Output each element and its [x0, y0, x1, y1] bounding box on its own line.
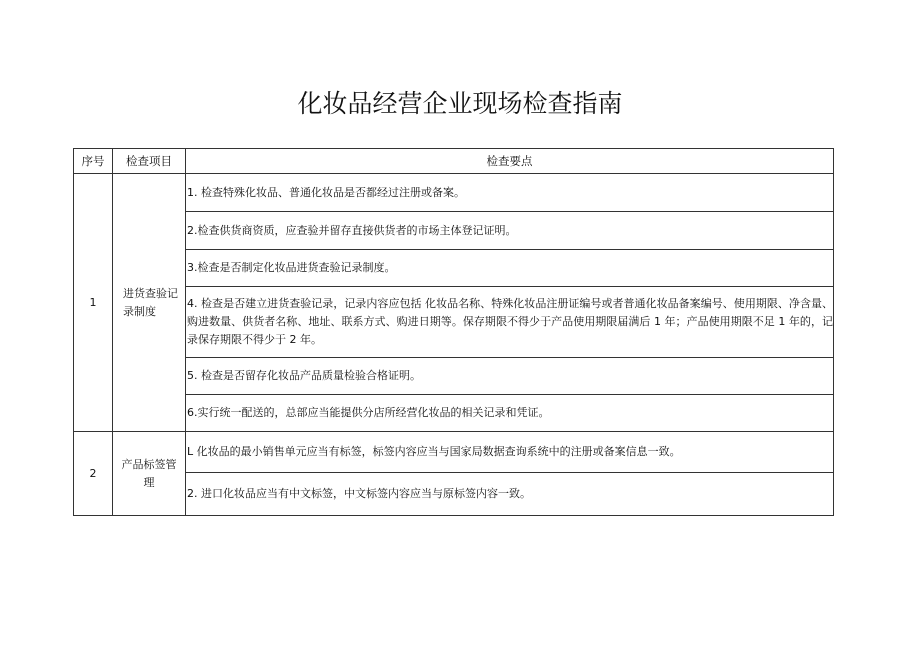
inspection-table [73, 148, 834, 516]
document-title: 化妆品经营企业现场检查指南 [297, 89, 623, 118]
group-1-number: 1 [74, 174, 113, 432]
check-point-1-2: 2.检查供货商资质，应查验并留存直接供货者的市场主体登记证明。 [186, 212, 834, 250]
check-point-2-2: 2. 进口化妆品应当有中文标签，中文标签内容应当与原标签内容一致。 [186, 473, 834, 516]
header-no: 序号 [74, 149, 113, 174]
check-point-1-4: 4. 检查是否建立进货查验记录，记录内容应包括 化妆品名称、特殊化妆品注册证编号或者普通化妆品备案编号、使用期限、净含量、购进数量、供货者名称、地址、联系方式、购进日期等。保存期限不得少于产品使用期限届满后 1 年；产品使用期限不足 1 年的，记录保存期限不得少于 2 年。 [186, 287, 834, 358]
header-points: 检查要点 [186, 149, 834, 174]
check-point-1-3: 3.检查是否制定化妆品进货查验记录制度。 [186, 250, 834, 287]
table-row [74, 287, 834, 358]
table-row [74, 432, 834, 473]
table-row [74, 473, 834, 516]
header-item: 检查项目 [113, 149, 186, 174]
table-header-row [74, 149, 834, 174]
group-2-number: 2 [74, 432, 113, 516]
group-1-item: 进货查验记录制度 [113, 174, 186, 432]
table-row [74, 395, 834, 432]
check-point-2-1: L 化妆品的最小销售单元应当有标签，标签内容应当与国家局数据查询系统中的注册或备案信息一致。 [186, 432, 834, 473]
check-point-1-5: 5. 检查是否留存化妆品产品质量检验合格证明。 [186, 358, 834, 395]
check-point-1-6: 6.实行统一配送的，总部应当能提供分店所经营化妆品的相关记录和凭证。 [186, 395, 834, 432]
check-point-1-1: 1. 检查特殊化妆品、普通化妆品是否都经过注册或备案。 [186, 174, 834, 212]
group-2-item: 产品标签管理 [113, 432, 186, 516]
table-row [74, 174, 834, 212]
table-row [74, 212, 834, 250]
table-row [74, 250, 834, 287]
table-row [74, 358, 834, 395]
